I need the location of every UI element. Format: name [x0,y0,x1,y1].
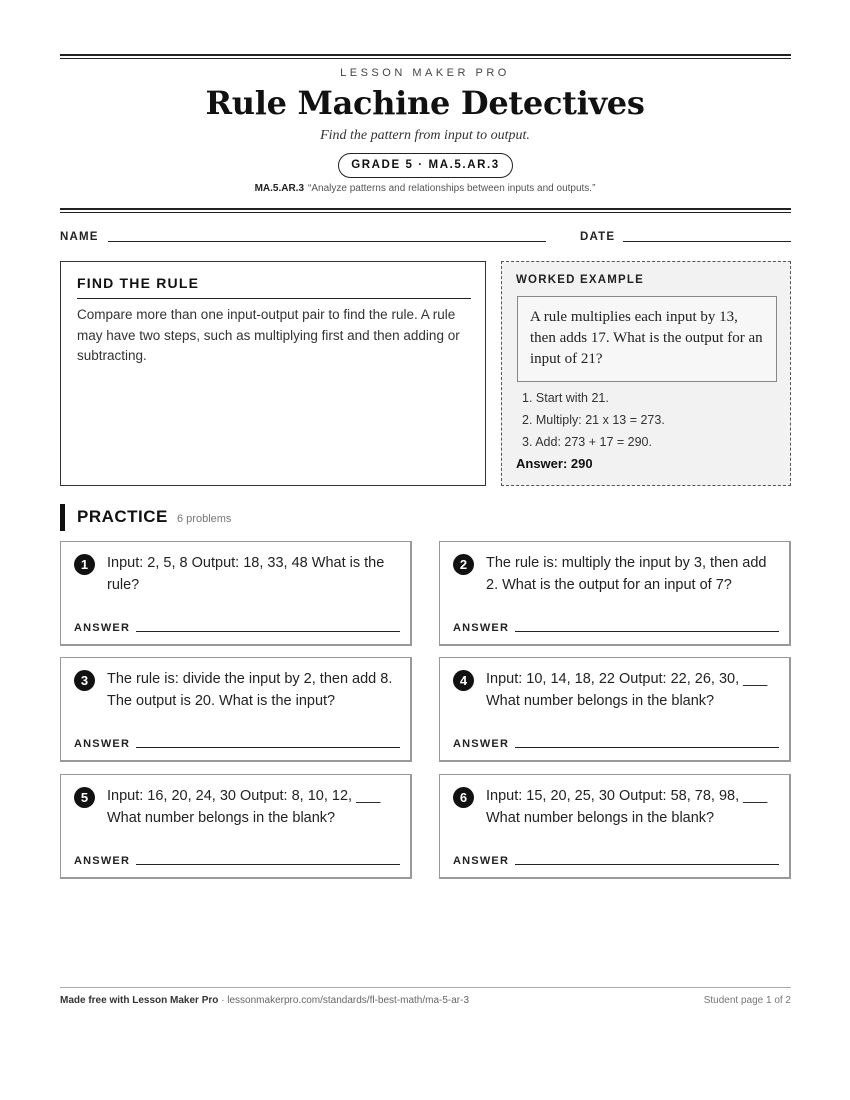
problem-card-1 [60,541,412,646]
problem-number-badge: 3 [74,670,95,691]
standard-description [0,183,850,194]
find-rule-text: Compare more than one input-output pair to find the rule. A rule may have two steps, such as multiplying first and then adding or subtracting. [77,307,460,363]
worked-example-heading: WORKED EXAMPLE [516,274,644,286]
problem-text: Input: 10, 14, 18, 22 Output: 22, 26, 30, ___ What number belongs in the blank? [486,671,768,709]
problem-card-5 [60,774,412,879]
problem-card-3 [60,657,412,762]
practice-accent-bar [60,504,65,531]
answer-label: ANSWER [74,738,131,750]
find-rule-heading: FIND THE RULE [77,275,471,299]
problem-card-6 [439,774,791,879]
problem-text: The rule is: divide the input by 2, then add 8. The output is 20. What is the input? [107,671,393,709]
name-label: NAME [60,231,99,243]
worked-example-answer: Answer: 290 [516,456,593,471]
find-rule-box [60,261,486,486]
answer-field[interactable] [136,864,400,865]
footer-made-with: Made free with Lesson Maker Pro [60,995,219,1006]
problem-card-4 [439,657,791,762]
worksheet-title: Rule Machine Detectives [205,84,645,122]
brand-name: LESSON MAKER PRO [340,67,510,79]
problem-text: Input: 2, 5, 8 Output: 18, 33, 48 What is the rule? [107,555,385,593]
problem-number-badge: 5 [74,787,95,808]
worked-example-step: 1. Start with 21. [522,391,609,405]
problem-number-badge: 6 [453,787,474,808]
answer-label: ANSWER [453,855,510,867]
standard-text: “Analyze patterns and relationships between inputs and outputs.” [308,183,596,194]
date-label: DATE [580,231,616,243]
problem-text: Input: 16, 20, 24, 30 Output: 8, 10, 12, ___ What number belongs in the blank? [107,788,381,826]
answer-field[interactable] [515,747,779,748]
worked-example-box [501,261,791,486]
worked-example-step: 2. Multiply: 21 x 13 = 273. [522,413,665,427]
problem-text: The rule is: multiply the input by 3, then add 2. What is the output for an input of 7? [486,555,767,593]
worked-example-step: 3. Add: 273 + 17 = 290. [522,435,652,449]
worksheet-subtitle: Find the pattern from input to output. [320,128,530,143]
worked-example-problem: A rule multiplies each input by 13, then adds 17. What is the output for an input of 21? [517,296,777,382]
problem-number-badge: 2 [453,554,474,575]
problem-text: Input: 15, 20, 25, 30 Output: 58, 78, 98, ___ What number belongs in the blank? [486,788,768,826]
answer-label: ANSWER [74,855,131,867]
header-top-rule [60,54,791,59]
answer-field[interactable] [515,864,779,865]
footer-credit [60,995,469,1006]
date-field[interactable] [623,241,791,242]
footer-url[interactable]: · lessonmakerpro.com/standards/fl-best-math/ma-5-ar-3 [218,995,470,1006]
worked-example-steps [522,387,665,453]
footer-page-number: Student page 1 of 2 [703,995,791,1006]
answer-field[interactable] [136,631,400,632]
problem-card-2 [439,541,791,646]
header-bottom-rule [60,208,791,213]
answer-label: ANSWER [453,738,510,750]
answer-label: ANSWER [74,622,131,634]
problem-number-badge: 4 [453,670,474,691]
answer-label: ANSWER [453,622,510,634]
answer-field[interactable] [136,747,400,748]
footer-rule [60,987,791,988]
practice-count: 6 problems [177,513,232,525]
name-field[interactable] [108,241,546,242]
practice-heading: PRACTICE [77,507,168,526]
answer-field[interactable] [515,631,779,632]
problem-number-badge: 1 [74,554,95,575]
grade-badge: GRADE 5 · MA.5.AR.3 [338,153,513,178]
standard-code: MA.5.AR.3 [254,183,305,194]
